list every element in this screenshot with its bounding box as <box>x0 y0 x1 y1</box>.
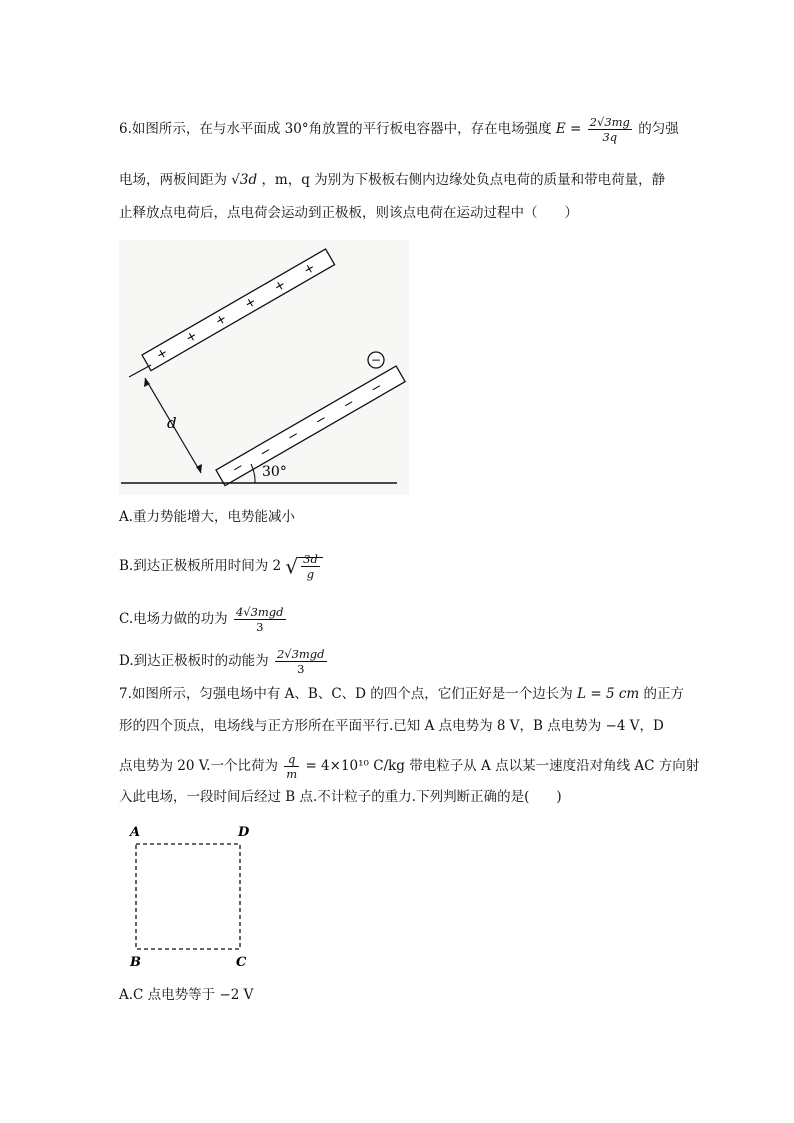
q7-text-1: 7.如图所示，匀强电场中有 A、B、C、D 的四个点，它们正好是一个边长为 <box>119 686 573 702</box>
work-numerator: 4√3mgd <box>235 605 284 619</box>
charge-numerator: q <box>284 752 299 767</box>
minus-sign: − <box>229 459 247 478</box>
vertex-d: D <box>238 825 250 840</box>
plus-sign: + <box>153 345 171 364</box>
q7-text-3: 点电势为 20 V.一个比荷为 <box>119 758 278 774</box>
time-fraction <box>301 552 320 581</box>
q6-line-2 <box>119 170 665 190</box>
q6-option-a <box>119 507 295 527</box>
dashed-square <box>136 844 240 949</box>
option-b-text: B.到达正极板所用时间为 2 <box>119 558 282 574</box>
field-symbol: E = <box>555 121 582 137</box>
field-numerator: 2√3mg <box>589 115 630 129</box>
side-length: L = 5 cm <box>577 686 640 702</box>
time-denominator: g <box>306 567 315 581</box>
q6-option-c <box>119 605 288 634</box>
q7-text-3b: = 4×10¹⁰ C/kg 带电粒子从 A 点以某一速度沿对角线 AC 方向射 <box>305 758 700 774</box>
minus-sign: − <box>368 379 386 398</box>
q6-text-2: 电场，两板间距为 <box>119 172 227 188</box>
plus-sign: + <box>271 277 289 296</box>
q7-option-a-text: A.C 点电势等于 −2 V <box>119 987 254 1003</box>
plus-sign: + <box>183 328 201 347</box>
charge-mass-fraction <box>284 752 299 781</box>
q7-line-3 <box>119 752 699 781</box>
field-denominator: 3q <box>602 130 618 144</box>
q6-text-1: 6.如图所示，在与水平面成 30°角放置的平行板电容器中，存在电场强度 <box>119 121 552 137</box>
minus-sign: − <box>312 411 330 430</box>
energy-denominator: 3 <box>297 662 305 676</box>
q6-text-2b: ，m，q 为别为下极板右侧内边缘处负点电荷的质量和带电荷量，静 <box>261 172 666 188</box>
energy-fraction <box>275 647 327 676</box>
sqrt-expression: √ $\frac{3d}{g}$ <box>285 552 322 581</box>
q7-line-2 <box>119 716 664 736</box>
q7-text-4: 入此电场，一段时间后经过 B 点.不计粒子的重力.下列判断正确的是( ) <box>119 789 562 805</box>
field-fraction <box>588 115 632 144</box>
q6-text-3: 止释放点电荷后，点电荷会运动到正极板，则该点电荷在运动过程中（ ） <box>119 205 578 221</box>
q6-option-b <box>119 552 323 581</box>
square-figure <box>120 820 260 970</box>
option-a-text: A.重力势能增大，电势能减小 <box>119 509 296 525</box>
q7-text-1b: 的正方 <box>643 686 684 702</box>
angle-label: 30° <box>262 464 287 480</box>
option-c-text: C.电场力做的功为 <box>119 611 228 627</box>
plus-sign: + <box>242 294 260 313</box>
q7-line-4 <box>119 787 562 807</box>
work-denominator: 3 <box>256 620 264 634</box>
minus-sign: − <box>285 427 302 446</box>
q6-option-d <box>119 647 329 676</box>
q6-line-3 <box>119 203 578 223</box>
q6-line-1 <box>119 115 679 144</box>
option-d-text: D.到达正极板时的动能为 <box>119 653 269 669</box>
vertex-b: B <box>130 955 141 970</box>
q6-text-1b: 的匀强 <box>638 121 679 137</box>
plus-sign: + <box>212 311 230 330</box>
minus-sign: − <box>257 443 275 462</box>
mass-denominator: m <box>286 767 298 781</box>
plus-sign: + <box>301 260 319 279</box>
minus-sign: − <box>340 395 358 414</box>
q7-text-2: 形的四个顶点，电场线与正方形所在平面平行.已知 A 点电势为 8 V，B 点电势为 −4 V，D <box>119 718 664 734</box>
vertex-c: C <box>236 955 247 970</box>
capacitor-figure <box>119 240 409 495</box>
time-numerator: 3d <box>303 552 318 566</box>
charge-sign: − <box>370 353 382 367</box>
q7-option-a <box>119 985 253 1005</box>
plate-distance: √3d <box>231 172 258 188</box>
q7-line-1 <box>119 684 684 704</box>
work-fraction <box>234 605 286 634</box>
vertex-a: A <box>130 825 141 840</box>
energy-numerator: 2√3mgd <box>276 647 325 661</box>
distance-label: d <box>167 414 177 432</box>
